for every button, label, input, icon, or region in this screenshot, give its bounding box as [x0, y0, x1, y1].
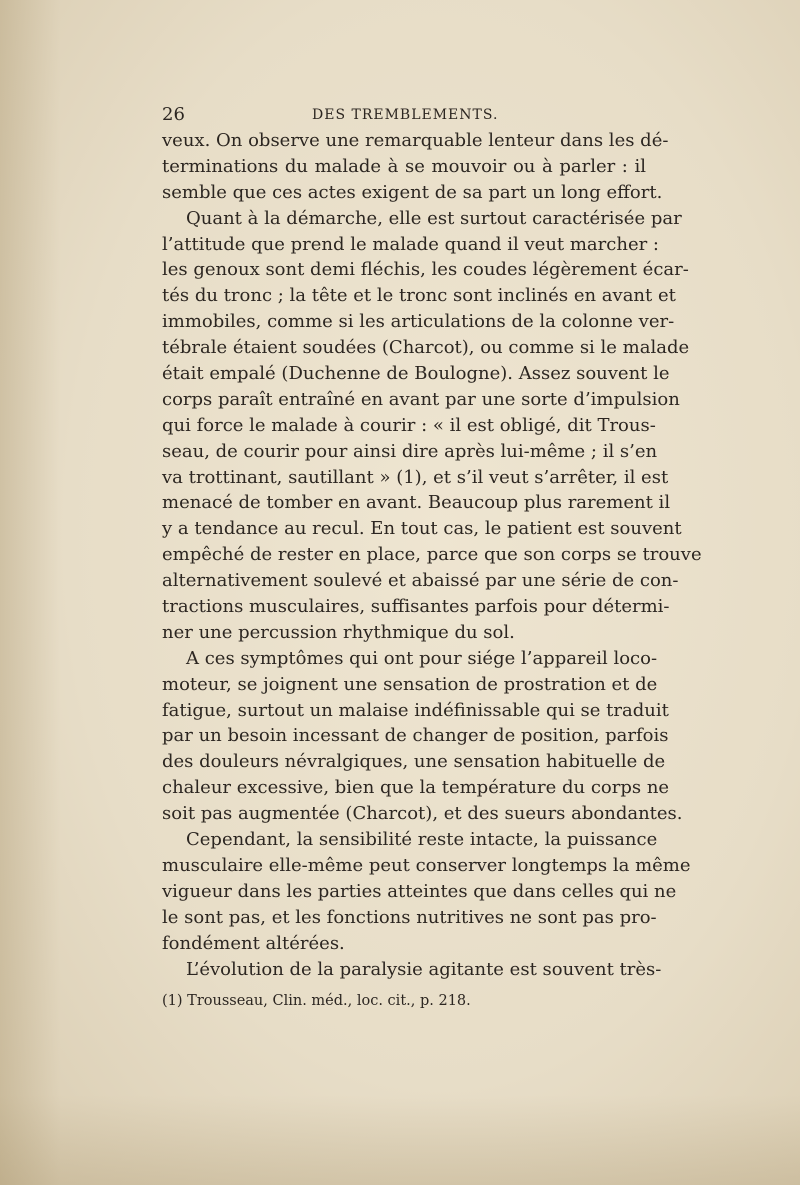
text-line: va trottinant, sautillant » (1), et s’il veut s’arrêter, il est	[162, 466, 669, 488]
body-text	[162, 128, 702, 982]
text-line: soit pas augmentée (Charcot), et des sueurs abondantes.	[162, 803, 683, 825]
page-header	[162, 104, 642, 128]
text-line: semble que ces actes exigent de sa part un long effort.	[162, 181, 663, 203]
text-line: des douleurs névralgiques, une sensation habituelle de	[162, 751, 666, 773]
paper-stain-left	[0, 0, 60, 1185]
text-line: empêché de rester en place, parce que son corps se trouve	[162, 544, 702, 566]
text-line: tractions musculaires, suffisantes parfois pour détermi-	[162, 596, 670, 618]
text-line: qui force le malade à courir : « il est obligé, dit Trous-	[162, 414, 656, 436]
text-line: était empalé (Duchenne de Boulogne). Assez souvent le	[162, 363, 670, 385]
text-line: immobiles, comme si les articulations de la colonne ver-	[162, 311, 675, 333]
text-line: les genoux sont demi fléchis, les coudes légèrement écar-	[162, 259, 689, 281]
text-line: A ces symptômes qui ont pour siége l’appareil loco-	[186, 647, 658, 669]
text-line: moteur, se joignent une sensation de prostration et de	[162, 673, 658, 695]
text-line: l’attitude que prend le malade quand il veut marcher :	[162, 233, 659, 255]
text-line: ner une percussion rhythmique du sol.	[162, 621, 515, 643]
text-line: fatigue, surtout un malaise indéfinissable qui se traduit	[162, 699, 669, 721]
text-line: tébrale étaient soudées (Charcot), ou comme si le malade	[162, 337, 690, 359]
text-line: par un besoin incessant de changer de position, parfois	[162, 725, 669, 747]
page-number: 26	[162, 104, 185, 125]
text-line: seau, de courir pour ainsi dire après lui-même ; il s’en	[162, 440, 658, 462]
text-line: tés du tronc ; la tête et le tronc sont inclinés en avant et	[162, 285, 676, 307]
running-head: DES TREMBLEMENTS.	[312, 107, 499, 123]
text-line: alternativement soulevé et abaissé par une série de con-	[162, 570, 679, 592]
footnote: (1) Trousseau, Clin. méd., loc. cit., p. 218.	[162, 993, 471, 1009]
text-line: vigueur dans les parties atteintes que dans celles qui ne	[162, 880, 677, 902]
text-line: le sont pas, et les fonctions nutritives ne sont pas pro-	[162, 906, 657, 928]
text-line: terminations du malade à se mouvoir ou à parler : il	[162, 155, 646, 177]
text-line: L’évolution de la paralysie agitante est souvent très-	[186, 958, 662, 980]
text-line: y a tendance au recul. En tout cas, le patient est souvent	[162, 518, 682, 540]
text-line: Cependant, la sensibilité reste intacte, la puissance	[186, 829, 658, 851]
paper-stain-bottom	[0, 1095, 800, 1185]
text-line: menacé de tomber en avant. Beaucoup plus rarement il	[162, 492, 671, 514]
text-line: veux. On observe une remarquable lenteur dans les dé-	[162, 130, 669, 151]
text-line: chaleur excessive, bien que la température du corps ne	[162, 777, 670, 799]
text-line: Quant à la démarche, elle est surtout caractérisée par	[186, 207, 682, 229]
text-line: corps paraît entraîné en avant par une sorte d’impulsion	[162, 388, 680, 410]
text-line: fondément altérées.	[162, 932, 345, 954]
text-line: musculaire elle-même peut conserver longtemps la même	[162, 854, 691, 876]
